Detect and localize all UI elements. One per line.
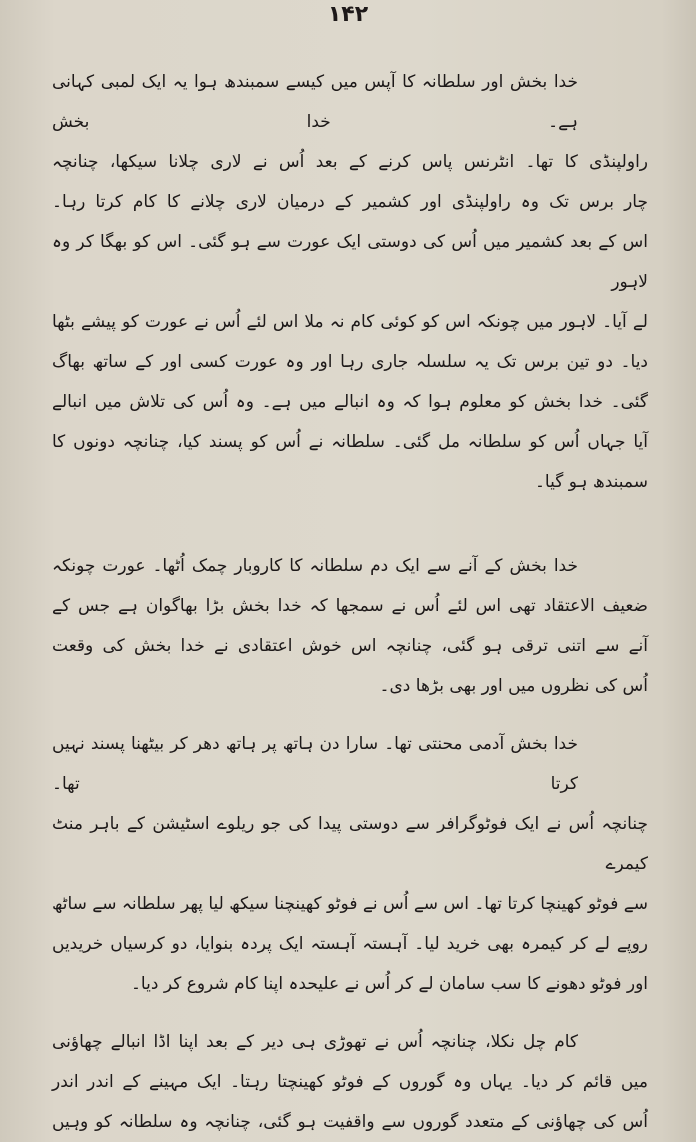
text-line: دیا۔ دو تین برس تک یہ سلسلہ جاری رہا اور وہ عورت کسی اور کے ساتھ بھاگ [52,352,648,372]
text-line: خدا بخش آدمی محنتی تھا۔ سارا دن ہاتھ پر ہاتھ دھر کر بیٹھنا پسند نہیں کرتا تھا۔ [52,734,578,794]
text-line: اُس کی نظروں میں اور بھی بڑھا دی۔ [379,676,648,696]
page-number: ۱۴۲ [327,2,369,27]
text-line: سے فوٹو کھینچا کرتا تھا۔ اس سے اُس نے فوٹو کھینچنا سیکھ لیا پھر سلطانہ سے ساٹھ [52,894,648,914]
text-line: روپے لے کر کیمرہ بھی خرید لیا۔ آہستہ آہستہ ایک پردہ بنوایا، دو کرسیاں خریدیں [52,934,648,954]
paragraph [52,62,648,502]
text-line: چنانچہ اُس نے ایک فوٹوگرافر سے دوستی پیدا کی جو ریلوے اسٹیشن کے باہر منٹ کیمرے [52,814,648,874]
paragraph [52,546,648,706]
text-line: کام چل نکلا، چنانچہ اُس نے تھوڑی ہی دیر کے بعد اپنا اڈا انبالے چھاؤنی [52,1032,578,1052]
text-line: لے آیا۔ لاہور میں چونکہ اس کو کوئی کام نہ ملا اس لئے اُس نے عورت کو پیشے بٹھا [52,312,648,332]
paragraph [52,1022,648,1142]
text-line: آیا جہاں اُس کو سلطانہ مل گئی۔ سلطانہ نے اُس کو پسند کیا، چنانچہ دونوں کا [52,432,648,452]
text-line: چار برس تک وہ راولپنڈی اور کشمیر کے درمیان لاری چلانے کا کام کرتا رہا۔ [52,192,648,212]
text-line: سمبندھ ہو گیا۔ [534,472,648,492]
page-body-text [52,62,648,1142]
text-line: ضعیف الاعتقاد تھی اس لئے اُس نے سمجھا کہ خدا بخش بڑا بھاگوان ہے جس کے [52,596,648,616]
text-line: خدا بخش اور سلطانہ کا آپس میں کیسے سمبندھ ہوا یہ ایک لمبی کہانی ہے۔ خدا بخش [52,72,578,132]
text-line: اس کے بعد کشمیر میں اُس کی دوستی ایک عورت سے ہو گئی۔ اس کو بھگا کر وہ لاہور [52,232,648,292]
text-line: اُس کی چھاؤنی کے متعدد گوروں سے واقفیت ہو گئی، چنانچہ وہ سلطانہ کو وہیں [52,1112,648,1132]
text-line: راولپنڈی کا تھا۔ انٹرنس پاس کرنے کے بعد اُس نے لاری چلانا سیکھا، چنانچہ [52,152,648,172]
text-line: خدا بخش کے آنے سے ایک دم سلطانہ کا کاروبار چمک اُٹھا۔ عورت چونکہ [52,556,578,576]
text-line: آنے سے اتنی ترقی ہو گئی، چنانچہ اس خوش اعتقادی نے خدا بخش کی وقعت [52,636,648,656]
paragraph [52,724,648,1004]
text-line: میں قائم کر دیا۔ یہاں وہ گوروں کے فوٹو کھینچتا رہتا۔ ایک مہینے کے اندر اندر [52,1072,648,1092]
text-line: اور فوٹو دھونے کا سب سامان لے کر اُس نے علیحدہ اپنا کام شروع کر دیا۔ [130,974,648,994]
text-line: گئی۔ خدا بخش کو معلوم ہوا کہ وہ انبالے میں ہے۔ وہ اُس کی تلاش میں انبالے [52,392,648,412]
